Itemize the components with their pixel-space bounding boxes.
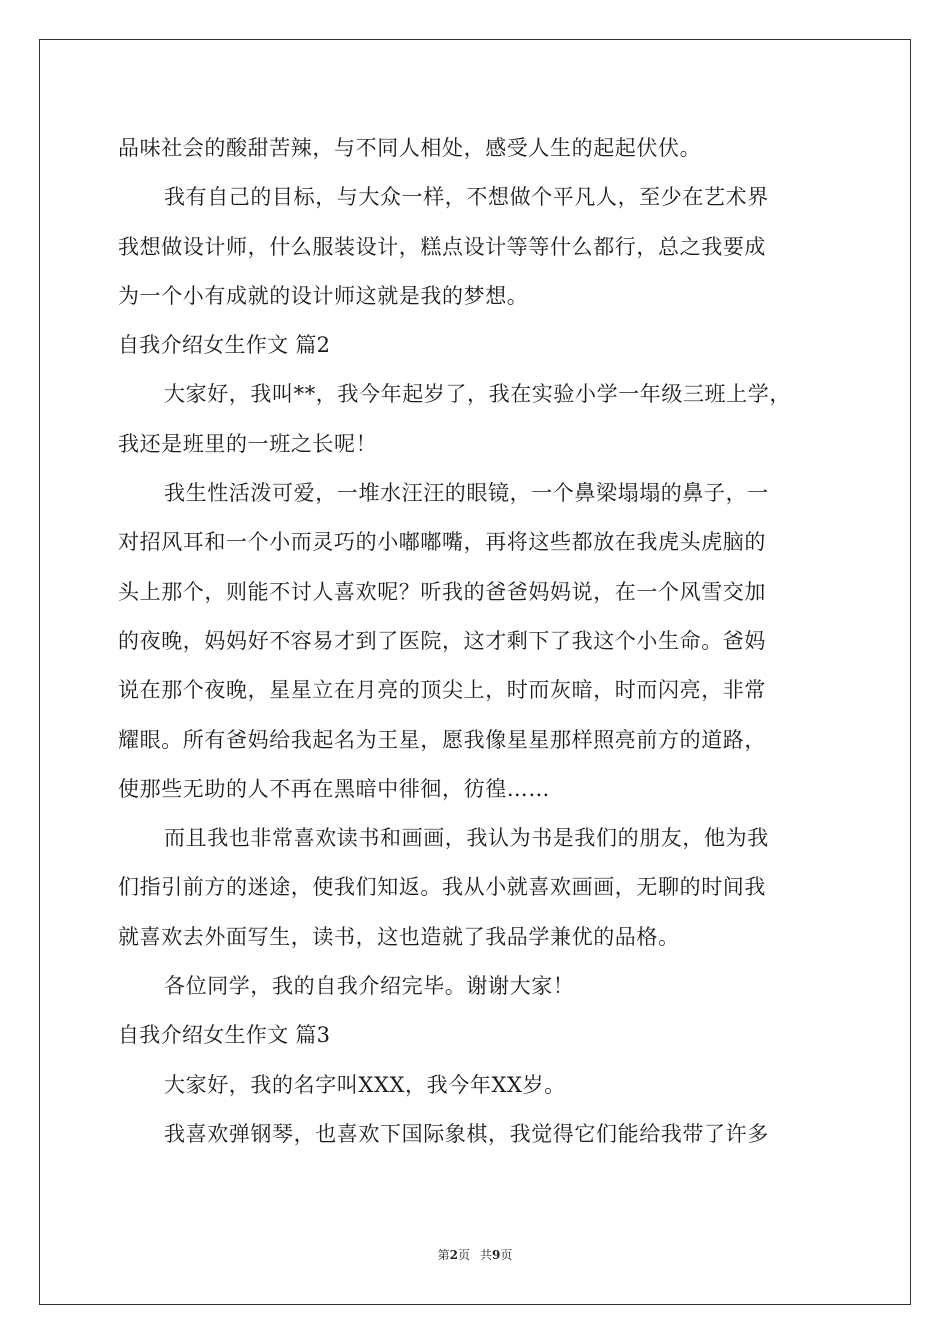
text-line: 对招风耳和一个小而灵巧的小嘟嘟嘴，再将这些都放在我虎头虎脑的: [118, 530, 766, 555]
text-line: 我有自己的目标，与大众一样，不想做个平凡人，至少在艺术界: [164, 185, 769, 210]
text-line: 就喜欢去外面写生，读书，这也造就了我品学兼优的品格。: [118, 924, 680, 949]
text-line: 我想做设计师，什么服装设计，糕点设计等等什么都行，总之我要成: [118, 234, 766, 259]
text-line: 我还是班里的一班之长呢！: [118, 431, 378, 456]
section-heading: 自我介绍女生作文 篇2: [118, 333, 331, 358]
text-line: 使那些无助的人不再在黑暗中徘徊，彷徨……: [118, 776, 550, 801]
text-line: 们指引前方的迷途，使我们知返。我从小就喜欢画画，无聊的时间我: [118, 875, 766, 900]
text-line: 为一个小有成就的设计师这就是我的梦想。: [118, 283, 529, 308]
text-line: 耀眼。所有爸妈给我起名为王星，愿我像星星那样照亮前方的道路，: [118, 727, 766, 752]
document-body: [118, 124, 838, 1159]
text-line: 各位同学，我的自我介绍完毕。谢谢大家！: [164, 974, 575, 999]
footer-total-suffix: 页: [500, 1248, 513, 1262]
text-line: 而且我也非常喜欢读书和画画，我认为书是我们的朋友，他为我: [164, 826, 769, 851]
text-line: 大家好，我叫**，我今年起岁了，我在实验小学一年级三班上学，: [164, 382, 791, 407]
section-heading: 自我介绍女生作文 篇3: [118, 1023, 331, 1048]
footer-page-suffix: 页: [457, 1248, 470, 1262]
footer-total-prefix: 共: [480, 1248, 493, 1262]
page-footer: [0, 1246, 950, 1263]
text-line: 的夜晚，妈妈好不容易才到了医院，这才剩下了我这个小生命。爸妈: [118, 628, 766, 653]
text-line: 大家好，我的名字叫XXX，我今年XX岁。: [164, 1072, 566, 1097]
footer-prefix: 第: [437, 1248, 450, 1262]
text-line: 头上那个，则能不讨人喜欢呢？听我的爸爸妈妈说，在一个风雪交加: [118, 579, 766, 604]
text-line: 我生性活泼可爱，一堆水汪汪的眼镜，一个鼻梁塌塌的鼻子，一: [164, 481, 769, 506]
text-line: 品味社会的酸甜苦辣，与不同人相处，感受人生的起起伏伏。: [118, 136, 702, 160]
current-page-number: 2: [449, 1248, 458, 1262]
text-line: 我喜欢弹钢琴，也喜欢下国际象棋，我觉得它们能给我带了许多: [164, 1121, 769, 1146]
total-pages-number: 9: [492, 1248, 501, 1262]
text-line: 说在那个夜晚，星星立在月亮的顶尖上，时而灰暗，时而闪亮，非常: [118, 678, 766, 703]
